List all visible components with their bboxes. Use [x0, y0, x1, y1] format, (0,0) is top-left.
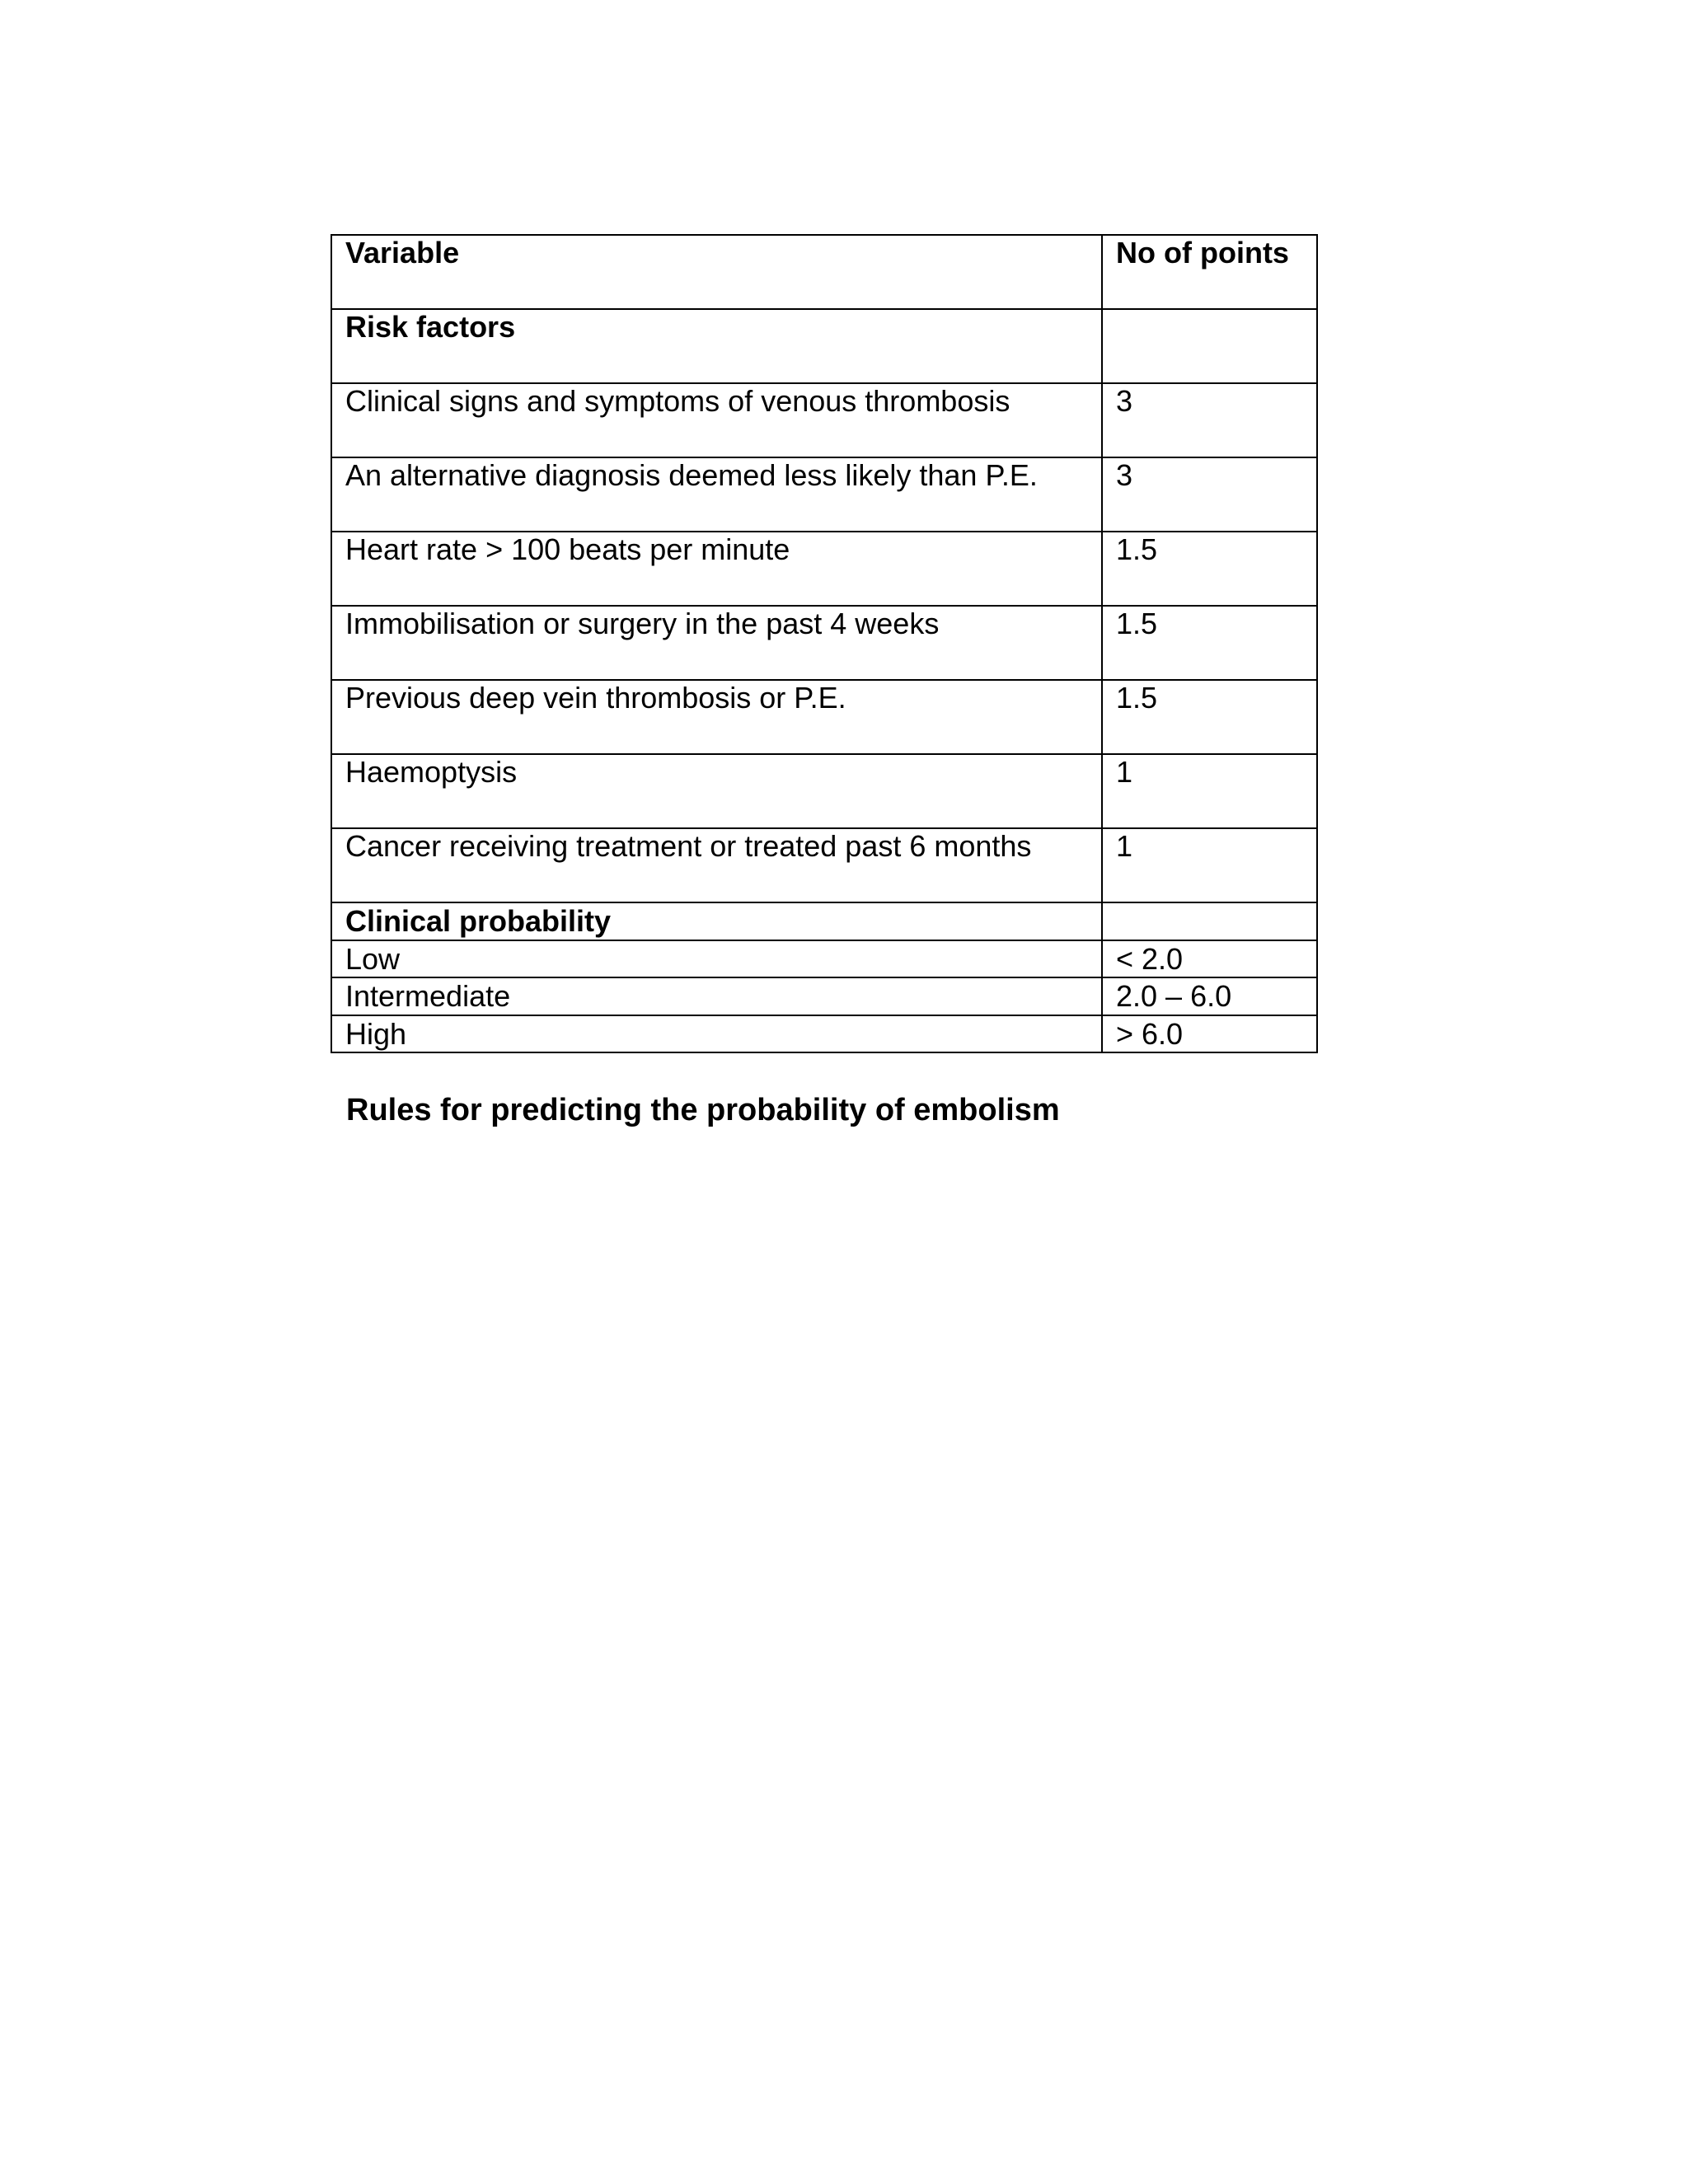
variable-cell: Clinical signs and symptoms of venous thrombosis [331, 383, 1102, 457]
section-row-clinical-probability [331, 902, 1317, 940]
header-points: No of points [1102, 235, 1317, 309]
points-cell: 1 [1102, 828, 1317, 902]
table-row [331, 940, 1317, 978]
table-row [331, 457, 1317, 532]
table-caption: Rules for predicting the probability of embolism [346, 1093, 1060, 1127]
table-row [331, 828, 1317, 902]
variable-cell: Immobilisation or surgery in the past 4 weeks [331, 606, 1102, 680]
probability-level-cell: High [331, 1015, 1102, 1053]
points-cell: 1.5 [1102, 532, 1317, 606]
table-row [331, 977, 1317, 1015]
header-variable: Variable [331, 235, 1102, 309]
points-cell: 3 [1102, 383, 1317, 457]
pe-probability-table [331, 234, 1318, 1053]
points-cell: 1 [1102, 754, 1317, 828]
probability-range-cell: < 2.0 [1102, 940, 1317, 978]
table-row [331, 383, 1317, 457]
table-row [331, 606, 1317, 680]
probability-range-cell: > 6.0 [1102, 1015, 1317, 1053]
table-row [331, 532, 1317, 606]
table-header-row [331, 235, 1317, 309]
risk-factors-heading: Risk factors [331, 309, 1102, 383]
variable-cell: An alternative diagnosis deemed less likely than P.E. [331, 457, 1102, 532]
points-cell: 1.5 [1102, 680, 1317, 754]
variable-cell: Cancer receiving treatment or treated past 6 months [331, 828, 1102, 902]
variable-cell: Heart rate > 100 beats per minute [331, 532, 1102, 606]
variable-cell: Previous deep vein thrombosis or P.E. [331, 680, 1102, 754]
probability-level-cell: Low [331, 940, 1102, 978]
points-cell: 3 [1102, 457, 1317, 532]
empty-cell [1102, 902, 1317, 940]
section-row-risk-factors [331, 309, 1317, 383]
empty-cell [1102, 309, 1317, 383]
table-row [331, 754, 1317, 828]
probability-level-cell: Intermediate [331, 977, 1102, 1015]
points-cell: 1.5 [1102, 606, 1317, 680]
table-row [331, 1015, 1317, 1053]
table-row [331, 680, 1317, 754]
clinical-probability-heading: Clinical probability [331, 902, 1102, 940]
variable-cell: Haemoptysis [331, 754, 1102, 828]
probability-range-cell: 2.0 – 6.0 [1102, 977, 1317, 1015]
